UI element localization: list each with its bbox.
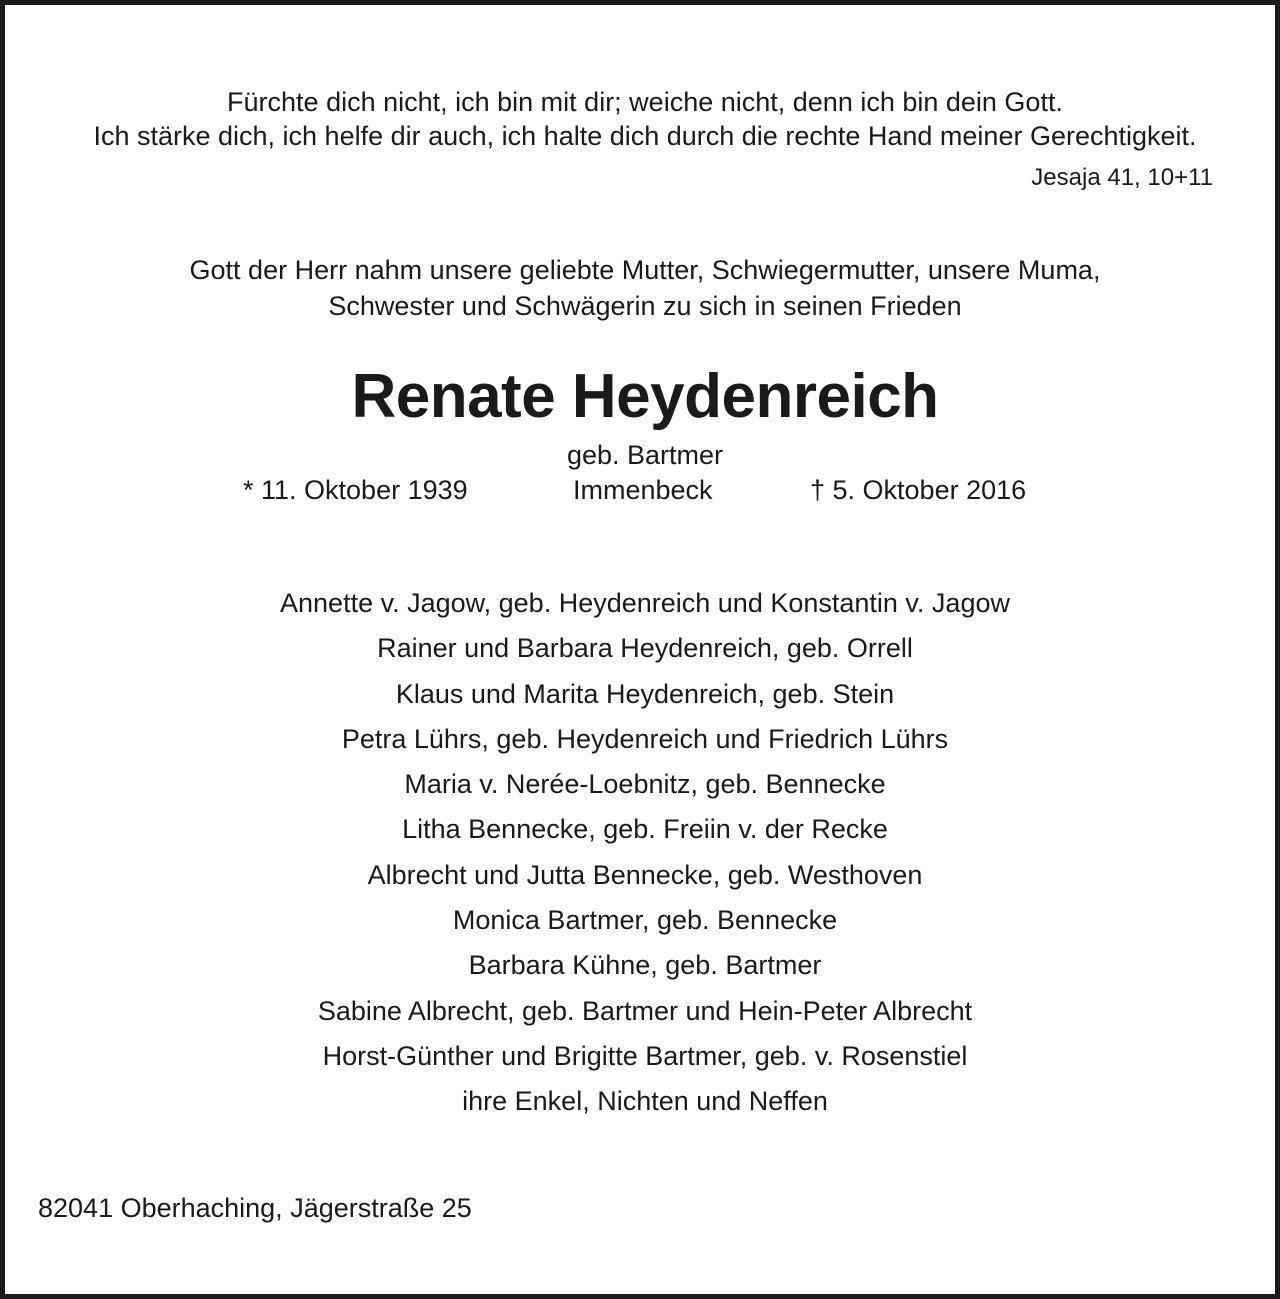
maiden-name: geb. Bartmer [566,440,724,470]
birth-place: Immenbeck [573,475,713,505]
mourner-line: Maria v. Nerée-Loebnitz, geb. Bennecke [404,769,886,800]
intro-line-2: Schwester und Schwägerin zu sich in seinen Frieden [328,291,962,321]
deceased-name: Renate Heydenreich [351,362,939,431]
verse-reference: Jesaja 41, 10+11 [1031,164,1213,191]
mourner-line: Horst-Günther und Brigitte Bartmer, geb. v. Rosenstiel [322,1040,968,1071]
mourner-line: Barbara Kühne, geb. Bartmer [468,950,822,981]
family-address: 82041 Oberhaching, Jägerstraße 25 [38,1193,472,1223]
intro-text [5,252,1280,324]
death-date: † 5. Oktober 2016 [810,475,1027,505]
mourners-list [5,581,1280,1125]
birth-date: * 11. Oktober 1939 [243,475,468,505]
mourner-line: Petra Lührs, geb. Heydenreich und Friedrich Lührs [341,723,949,754]
verse-line-1: Fürchte dich nicht, ich bin mit dir; weiche nicht, denn ich bin dein Gott. [227,87,1063,117]
mourner-line: Albrecht und Jutta Bennecke, geb. Westhoven [367,859,923,890]
verse-line-2: Ich stärke dich, ich helfe dir auch, ich halte dich durch die rechte Hand meiner Gerechtigkeit. [93,121,1197,151]
intro-line-1: Gott der Herr nahm unsere geliebte Mutter, Schwiegermutter, unsere Muma, [189,255,1101,285]
mourner-line: Monica Bartmer, geb. Bennecke [452,905,838,936]
mourner-line: Annette v. Jagow, geb. Heydenreich und Konstantin v. Jagow [280,588,1010,618]
mourner-line: Sabine Albrecht, geb. Bartmer und Hein-Peter Albrecht [317,995,973,1026]
mourner-line: Rainer und Barbara Heydenreich, geb. Orrell [377,633,913,664]
mourner-line: ihre Enkel, Nichten und Neffen [462,1086,828,1117]
mourner-line: Litha Bennecke, geb. Freiin v. der Recke [402,814,888,845]
bible-verse [5,85,1280,153]
mourner-line: Klaus und Marita Heydenreich, geb. Stein [395,678,895,709]
